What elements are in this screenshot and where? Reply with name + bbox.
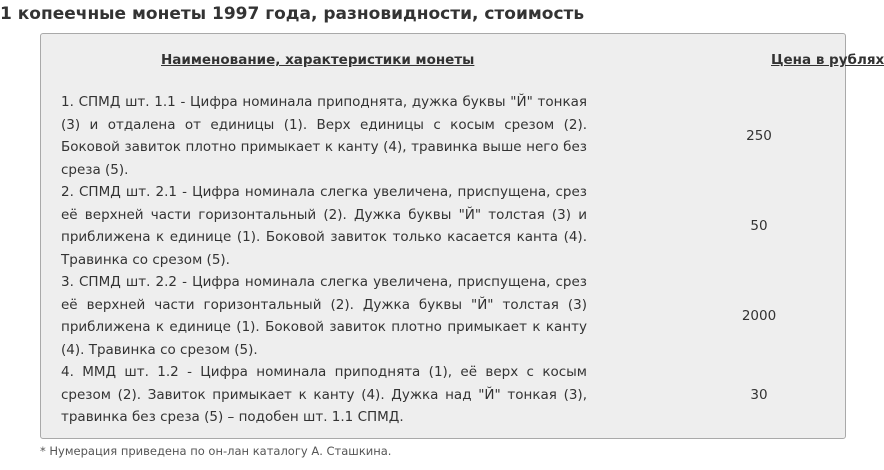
coin-table [40, 33, 884, 439]
column-header-name: Наименование, характеристики монеты [161, 52, 475, 68]
row-description: 3. СПМД шт. 2.2 - Цифра номинала слегка увеличена, приспущена, срез её верхней части горизонтальный (2). Дужка буквы "Й" толстая (3) приближена к единице (1). Боковой завиток плотно примыкает к канту (4). Травинка со срезом (5). [61, 274, 587, 358]
row-description: 2. СПМД шт. 2.1 - Цифра номинала слегка увеличена, приспущена, срез её верхней части горизонтальный (2). Дужка буквы "Й" толстая (3) и приближена к единице (1). Боковой завиток только касается канта (4). Травинка со срезом (5). [61, 184, 587, 268]
table-row [61, 361, 831, 429]
row-description: 4. ММД шт. 1.2 - Цифра номинала приподнята (1), её верх с косым срезом (2). Завиток примыкает к канту (4). Дужка над "Й" тонкая (3), травинка без среза (5) – подобен шт. 1.1 СПМД. [61, 364, 587, 425]
page-title: 1 копеечные монеты 1997 года, разновидности, стоимость [0, 4, 585, 24]
footnote: * Нумерация приведена по он-лан каталогу А. Сташкина. [40, 444, 392, 458]
table-body [61, 91, 831, 429]
row-price: 30 [750, 386, 768, 403]
table-row [61, 91, 831, 181]
row-description: 1. СПМД шт. 1.1 - Цифра номинала приподнята, дужка буквы "Й" тонкая (3) и отдалена от единицы (1). Верх единицы с косым срезом (2). Боковой завиток плотно примыкает к канту (4), травинка выше него без среза (5). [61, 94, 587, 178]
table-row [61, 271, 831, 361]
column-header-price: Цена в рублях [771, 52, 884, 68]
row-price: 250 [746, 128, 772, 144]
row-price: 50 [750, 218, 768, 234]
table-row [61, 181, 831, 271]
row-price: 2000 [741, 308, 777, 324]
